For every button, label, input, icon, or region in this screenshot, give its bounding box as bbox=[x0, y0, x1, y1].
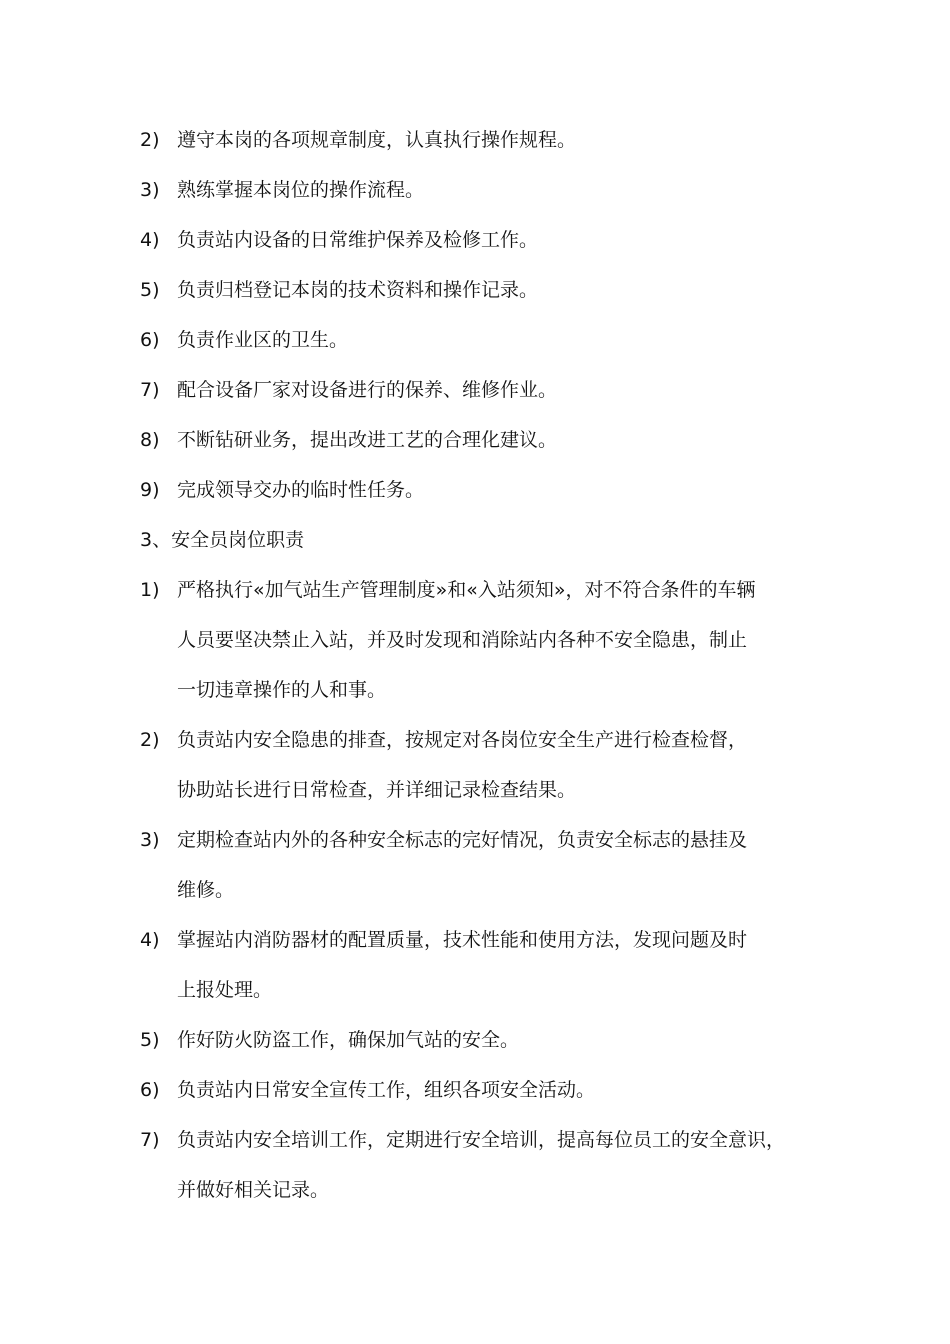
item-number: 3) bbox=[140, 179, 160, 201]
item-text: 不断钻研业务，提出改进工艺的合理化建议。 bbox=[177, 429, 558, 451]
section-heading: 3、安全员岗位职责 bbox=[140, 529, 305, 551]
list-item bbox=[140, 415, 840, 465]
list-item bbox=[140, 1115, 840, 1215]
item-text: 配合设备厂家对设备进行的保养、维修作业。 bbox=[177, 379, 558, 401]
item-text: 熟练掌握本岗位的操作流程。 bbox=[177, 179, 425, 201]
list-item bbox=[140, 815, 840, 915]
item-number: 2) bbox=[140, 129, 160, 151]
item-number: 8) bbox=[140, 429, 160, 451]
list-item bbox=[140, 115, 840, 165]
list-item bbox=[140, 265, 840, 315]
document-body bbox=[140, 115, 840, 1215]
list-item bbox=[140, 915, 840, 1015]
list-item bbox=[140, 365, 840, 415]
item-text: 遵守本岗的各项规章制度，认真执行操作规程。 bbox=[177, 129, 577, 151]
list-item bbox=[140, 315, 840, 365]
item-number: 6) bbox=[140, 1079, 160, 1101]
item-number: 4) bbox=[140, 929, 160, 951]
list-item bbox=[140, 1015, 840, 1065]
item-number: 5) bbox=[140, 279, 160, 301]
item-number: 5) bbox=[140, 1029, 160, 1051]
list-item bbox=[140, 465, 840, 515]
item-number: 3) bbox=[140, 829, 160, 851]
list-item bbox=[140, 715, 840, 815]
item-text: 负责归档登记本岗的技术资料和操作记录。 bbox=[177, 279, 539, 301]
item-text: 负责站内安全培训工作，定期进行安全培训，提高每位员工的安全意识， 并做好相关记录。 bbox=[177, 1129, 786, 1201]
item-number: 6) bbox=[140, 329, 160, 351]
item-text: 完成领导交办的临时性任务。 bbox=[177, 479, 425, 501]
item-number: 2) bbox=[140, 729, 160, 751]
item-number: 4) bbox=[140, 229, 160, 251]
list-item bbox=[140, 565, 840, 715]
list-item bbox=[140, 1065, 840, 1115]
list-item bbox=[140, 165, 840, 215]
item-number: 7) bbox=[140, 379, 160, 401]
item-text: 作好防火防盗工作，确保加气站的安全。 bbox=[177, 1029, 520, 1051]
item-text: 负责作业区的卫生。 bbox=[177, 329, 349, 351]
item-number: 7) bbox=[140, 1129, 160, 1151]
item-text: 负责站内日常安全宣传工作，组织各项安全活动。 bbox=[177, 1079, 596, 1101]
item-number: 9) bbox=[140, 479, 160, 501]
item-text: 负责站内安全隐患的排查，按规定对各岗位安全生产进行检查检督， 协助站长进行日常检查，并详细记录检查结果。 bbox=[177, 729, 748, 801]
item-text: 定期检查站内外的各种安全标志的完好情况，负责安全标志的悬挂及 维修。 bbox=[177, 829, 748, 901]
item-text: 负责站内设备的日常维护保养及检修工作。 bbox=[177, 229, 539, 251]
item-number: 1) bbox=[140, 579, 160, 601]
item-text: 掌握站内消防器材的配置质量，技术性能和使用方法，发现问题及时 上报处理。 bbox=[177, 929, 748, 1001]
item-text: 严格执行«加气站生产管理制度»和«入站须知»，对不符合条件的车辆 人员要坚决禁止入站，并及时发现和消除站内各种不安全隐患，制止 一切违章操作的人和事。 bbox=[177, 579, 756, 701]
list-item bbox=[140, 215, 840, 265]
